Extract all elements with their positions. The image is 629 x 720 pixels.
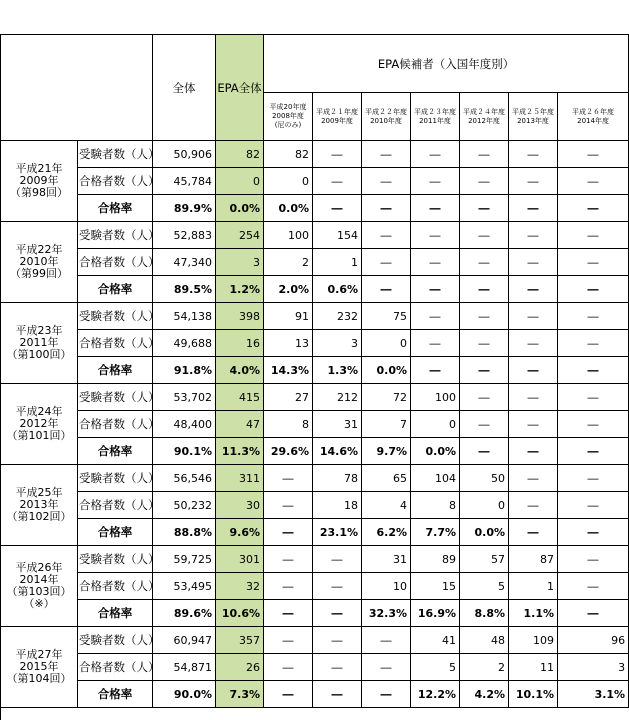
cell-epa-total: 30 [216,492,264,519]
cell-epa-year-6: ― [558,411,629,438]
cell-epa-year-2: 7 [362,411,411,438]
cell-epa-year-5: 11 [509,654,558,681]
cell-epa-year-0: 91 [264,303,313,330]
cell-epa-year-0: ― [264,600,313,627]
cell-total: 50,232 [153,492,216,519]
cell-epa-year-3: 89 [411,546,460,573]
cell-epa-year-3: ― [411,222,460,249]
cell-epa-year-4: 0 [460,492,509,519]
cell-epa-year-0: 27 [264,384,313,411]
table-row [1,681,629,708]
cell-epa-year-5: ― [509,519,558,546]
cell-epa-year-5: 1.1% [509,600,558,627]
cell-total: 47,340 [153,249,216,276]
cell-epa-year-3: ― [411,330,460,357]
cell-epa-year-3: ― [411,276,460,303]
cell-epa-year-6: ― [558,546,629,573]
cell-epa-year-5: ― [509,492,558,519]
cell-epa-year-6: ― [558,438,629,465]
year-label-cell [1,384,78,465]
cell-epa-total: 3 [216,249,264,276]
cell-epa-year-5: ― [509,303,558,330]
cell-epa-year-3: ― [411,303,460,330]
row-label-passers: 合格者数（人） [78,492,153,519]
cell-epa-year-0: 2.0% [264,276,313,303]
header-subcol-line: 平成２２年度 [365,107,407,116]
header-subcol-line: 2008年度 [272,112,304,120]
table-row [1,573,629,600]
cell-epa-year-1: 23.1% [313,519,362,546]
cell-epa-year-3: 12.2% [411,681,460,708]
cell-epa-year-6: ― [558,330,629,357]
table-row [1,303,629,330]
year-label-line: 2013年 [19,498,59,511]
table-row [1,546,629,573]
cell-epa-year-4: ― [460,384,509,411]
cell-epa-total: 311 [216,465,264,492]
year-label-cell [1,141,78,222]
cell-epa-year-0: ― [264,492,313,519]
cell-total: 60,947 [153,627,216,654]
cell-epa-total: 254 [216,222,264,249]
table-row [1,519,629,546]
cell-epa-year-3: 100 [411,384,460,411]
table-row [1,492,629,519]
cell-epa-year-2: 6.2% [362,519,411,546]
cell-epa-year-2: 0.0% [362,357,411,384]
header-subcol-0 [264,93,313,141]
cell-epa-total: 1.2% [216,276,264,303]
cell-epa-year-2: ― [362,222,411,249]
header-subcol-6 [558,93,629,141]
table-row [1,438,629,465]
cell-epa-year-4: ― [460,195,509,222]
cell-epa-year-1: ― [313,141,362,168]
header-subcol-line: 平成２５年度 [512,107,554,116]
cell-epa-total: 357 [216,627,264,654]
cell-epa-year-0: 0.0% [264,195,313,222]
header-subcol-4 [460,93,509,141]
cell-epa-year-2: ― [362,195,411,222]
cell-epa-year-3: 7.7% [411,519,460,546]
header-subcol-line: 平成２４年度 [463,107,505,116]
cell-epa-year-3: 16.9% [411,600,460,627]
cell-epa-total: 0.0% [216,195,264,222]
epa-results-table [0,34,629,708]
row-label-examinees: 受験者数（人） [78,222,153,249]
cell-total: 90.1% [153,438,216,465]
cell-epa-year-0: 82 [264,141,313,168]
header-subcol-line: 2014年度 [577,116,609,125]
table-row [1,249,629,276]
cell-epa-year-4: ― [460,276,509,303]
cell-total: 53,495 [153,573,216,600]
row-label-passers: 合格者数（人） [78,573,153,600]
cell-epa-year-2: ― [362,141,411,168]
year-label-line: 2012年 [19,417,59,430]
cell-epa-year-5: 1 [509,573,558,600]
table-row [1,384,629,411]
cell-epa-year-0: 13 [264,330,313,357]
cell-epa-year-1: 31 [313,411,362,438]
header-epa-group: EPA候補者（入国年度別） [264,35,629,93]
cell-epa-year-5: ― [509,222,558,249]
cell-epa-year-5: ― [509,249,558,276]
cell-epa-year-5: ― [509,411,558,438]
table-row [1,600,629,627]
cell-epa-year-0: 100 [264,222,313,249]
cell-total: 52,883 [153,222,216,249]
cell-epa-year-5: ― [509,465,558,492]
cell-epa-year-1: ― [313,600,362,627]
cell-total: 54,871 [153,654,216,681]
cell-epa-year-1: 154 [313,222,362,249]
cell-epa-year-6: ― [558,141,629,168]
cell-epa-year-1: 1.3% [313,357,362,384]
cell-total: 49,688 [153,330,216,357]
year-label-line: 2014年 [19,573,59,586]
cell-epa-year-0: ― [264,519,313,546]
cell-epa-total: 32 [216,573,264,600]
cell-epa-total: 26 [216,654,264,681]
cell-epa-year-6: ― [558,465,629,492]
header-row-top [1,35,629,93]
year-label-line: （第104回） [6,672,72,685]
row-label-passers: 合格者数（人） [78,249,153,276]
cell-total: 45,784 [153,168,216,195]
cell-epa-year-3: 15 [411,573,460,600]
cell-epa-total: 9.6% [216,519,264,546]
header-subcol-line: 2009年度 [321,116,353,125]
table-row [1,627,629,654]
row-label-examinees: 受験者数（人） [78,546,153,573]
cell-epa-year-2: ― [362,654,411,681]
header-subcol-1 [313,93,362,141]
cell-epa-year-0: 2 [264,249,313,276]
year-label-cell [1,546,78,627]
cell-epa-year-6: ― [558,222,629,249]
year-label-line: 2011年 [19,336,59,349]
year-label-cell [1,627,78,708]
cell-epa-year-6: ― [558,249,629,276]
cell-epa-year-4: 8.8% [460,600,509,627]
table-row [1,276,629,303]
cell-epa-year-2: 75 [362,303,411,330]
cell-epa-year-3: ― [411,168,460,195]
cell-epa-year-1: ― [313,681,362,708]
cell-epa-year-6: ― [558,276,629,303]
cell-epa-total: 7.3% [216,681,264,708]
cell-epa-year-4: ― [460,141,509,168]
table-row [1,195,629,222]
table-row [1,222,629,249]
cell-epa-year-6: ― [558,492,629,519]
cell-epa-year-1: 14.6% [313,438,362,465]
cell-epa-year-4: 2 [460,654,509,681]
cell-total: 48,400 [153,411,216,438]
cell-epa-year-1: ― [313,573,362,600]
year-label-line: 平成26年 [15,561,63,574]
cell-epa-year-4: ― [460,330,509,357]
header-subcol-3 [411,93,460,141]
header-subcol-line: 2013年度 [517,116,549,125]
year-label-cell [1,465,78,546]
year-label-line: 2009年 [19,174,59,187]
cell-epa-year-3: 5 [411,654,460,681]
year-label-line: 平成23年 [15,324,63,337]
cell-epa-year-5: ― [509,195,558,222]
cell-epa-total: 16 [216,330,264,357]
cell-epa-total: 398 [216,303,264,330]
cell-epa-year-4: 50 [460,465,509,492]
cell-epa-year-5: ― [509,438,558,465]
header-subcol-line: 平成２６年度 [572,107,615,116]
cell-epa-year-2: 9.7% [362,438,411,465]
row-label-examinees: 受験者数（人） [78,141,153,168]
row-label-rate: 合格率 [78,600,153,627]
cell-epa-year-0: 14.3% [264,357,313,384]
cell-epa-year-0: ― [264,573,313,600]
cell-epa-year-3: 0 [411,411,460,438]
cell-epa-year-1: ― [313,195,362,222]
cell-epa-year-4: ― [460,249,509,276]
header-corner-cell [1,35,153,141]
row-label-rate: 合格率 [78,519,153,546]
cell-epa-year-6: 3 [558,654,629,681]
cell-total: 89.5% [153,276,216,303]
header-subcol-line: 2012年度 [468,116,500,125]
cell-epa-year-3: ― [411,141,460,168]
cell-epa-year-6: ― [558,357,629,384]
cell-epa-year-6: ― [558,600,629,627]
cell-epa-year-3: 41 [411,627,460,654]
cell-epa-year-2: 32.3% [362,600,411,627]
cell-epa-year-1: 18 [313,492,362,519]
header-epa-total: EPA全体 [216,35,264,141]
cell-epa-year-4: ― [460,411,509,438]
cell-epa-year-0: ― [264,627,313,654]
cell-epa-year-3: 104 [411,465,460,492]
cell-epa-year-4: ― [460,438,509,465]
cell-total: 89.9% [153,195,216,222]
cell-epa-year-5: 109 [509,627,558,654]
cell-epa-year-2: 31 [362,546,411,573]
year-label-line: 平成27年 [15,648,63,661]
cell-epa-year-1: 1 [313,249,362,276]
cell-epa-year-4: ― [460,222,509,249]
row-label-rate: 合格率 [78,681,153,708]
row-label-examinees: 受験者数（人） [78,303,153,330]
cell-epa-year-4: ― [460,168,509,195]
cell-epa-year-3: 0.0% [411,438,460,465]
year-label-line: （第100回） [6,348,72,361]
cell-epa-total: 82 [216,141,264,168]
row-label-examinees: 受験者数（人） [78,384,153,411]
row-label-passers: 合格者数（人） [78,330,153,357]
cell-epa-total: 4.0% [216,357,264,384]
cell-epa-total: 0 [216,168,264,195]
year-label-cell [1,222,78,303]
cell-total: 53,702 [153,384,216,411]
cell-epa-year-4: 5 [460,573,509,600]
table-row [1,465,629,492]
header-subcol-line: 2011年度 [419,116,451,125]
row-label-examinees: 受験者数（人） [78,465,153,492]
cell-total: 54,138 [153,303,216,330]
cell-total: 89.6% [153,600,216,627]
cell-epa-year-0: ― [264,465,313,492]
cell-epa-year-5: ― [509,141,558,168]
cell-epa-year-5: 87 [509,546,558,573]
year-label-line: 平成22年 [15,243,63,256]
cell-epa-year-4: ― [460,303,509,330]
year-label-line: （第103回） [6,585,72,598]
year-label-line: （※） [23,597,55,610]
cell-epa-year-2: 4 [362,492,411,519]
year-label-line: 平成25年 [15,486,63,499]
cell-epa-year-2: ― [362,249,411,276]
row-label-passers: 合格者数（人） [78,411,153,438]
cell-epa-year-0: 0 [264,168,313,195]
cell-epa-year-1: ― [313,654,362,681]
cell-total: 59,725 [153,546,216,573]
cell-epa-year-1: 3 [313,330,362,357]
cell-epa-year-0: 8 [264,411,313,438]
cell-epa-year-6: ― [558,573,629,600]
header-subcol-line: 平成20年度 [269,103,307,111]
cell-epa-total: 301 [216,546,264,573]
table-row [1,357,629,384]
cell-total: 90.0% [153,681,216,708]
cell-total: 56,546 [153,465,216,492]
header-subcol-line: 平成２３年度 [414,107,456,116]
cell-total: 91.8% [153,357,216,384]
cell-epa-year-2: ― [362,276,411,303]
row-label-rate: 合格率 [78,195,153,222]
year-label-line: （第99回） [10,267,68,280]
table-row [1,168,629,195]
cell-epa-year-6: ― [558,195,629,222]
cell-epa-year-6: 96 [558,627,629,654]
year-label-line: （第98回） [10,186,68,199]
cell-epa-year-6: ― [558,168,629,195]
row-label-rate: 合格率 [78,357,153,384]
header-subcol-line: 平成２１年度 [316,107,358,116]
table-row [1,411,629,438]
cell-epa-year-2: 10 [362,573,411,600]
cell-epa-year-4: 48 [460,627,509,654]
cell-epa-year-5: ― [509,276,558,303]
cell-epa-year-1: ― [313,168,362,195]
cell-epa-year-3: 8 [411,492,460,519]
cell-epa-year-0: ― [264,654,313,681]
cell-epa-year-4: 4.2% [460,681,509,708]
cell-epa-year-5: 10.1% [509,681,558,708]
cell-epa-year-4: ― [460,357,509,384]
cell-epa-year-0: 29.6% [264,438,313,465]
year-label-line: 平成21年 [15,162,63,175]
row-label-rate: 合格率 [78,438,153,465]
cell-epa-year-1: 78 [313,465,362,492]
table-row [1,654,629,681]
table-left-border [0,34,1,720]
cell-epa-year-3: ― [411,249,460,276]
cell-epa-year-1: 212 [313,384,362,411]
header-total: 全体 [153,35,216,141]
cell-epa-year-6: ― [558,384,629,411]
epa-results-table-container [0,34,626,720]
cell-epa-year-0: ― [264,546,313,573]
row-label-passers: 合格者数（人） [78,168,153,195]
year-label-cell [1,303,78,384]
row-label-passers: 合格者数（人） [78,654,153,681]
cell-epa-year-1: 232 [313,303,362,330]
header-subcol-line: 2010年度 [370,116,402,125]
cell-epa-total: 415 [216,384,264,411]
cell-epa-year-2: 0 [362,330,411,357]
cell-epa-year-4: 57 [460,546,509,573]
row-label-examinees: 受験者数（人） [78,627,153,654]
cell-epa-year-1: ― [313,627,362,654]
year-label-line: （第102回） [6,510,72,523]
table-row [1,330,629,357]
cell-epa-total: 11.3% [216,438,264,465]
cell-epa-year-1: ― [313,546,362,573]
cell-epa-year-3: ― [411,357,460,384]
cell-epa-year-3: ― [411,195,460,222]
cell-epa-year-2: 72 [362,384,411,411]
cell-epa-year-5: ― [509,168,558,195]
cell-epa-total: 47 [216,411,264,438]
header-subcol-2 [362,93,411,141]
cell-epa-year-4: 0.0% [460,519,509,546]
cell-epa-year-0: ― [264,681,313,708]
year-label-line: 2015年 [19,660,59,673]
header-subcol-line: (尼のみ) [274,121,302,129]
cell-epa-total: 10.6% [216,600,264,627]
cell-total: 50,906 [153,141,216,168]
cell-epa-year-1: 0.6% [313,276,362,303]
cell-epa-year-2: 65 [362,465,411,492]
cell-epa-year-5: ― [509,330,558,357]
cell-epa-year-2: ― [362,168,411,195]
cell-epa-year-6: ― [558,303,629,330]
row-label-rate: 合格率 [78,276,153,303]
cell-epa-year-2: ― [362,627,411,654]
cell-epa-year-2: ― [362,681,411,708]
year-label-line: 2010年 [19,255,59,268]
cell-epa-year-5: ― [509,384,558,411]
header-subcol-5 [509,93,558,141]
cell-epa-year-6: 3.1% [558,681,629,708]
cell-epa-year-5: ― [509,357,558,384]
cell-epa-year-6: ― [558,519,629,546]
table-row [1,141,629,168]
year-label-line: （第101回） [6,429,72,442]
year-label-line: 平成24年 [15,405,63,418]
cell-total: 88.8% [153,519,216,546]
